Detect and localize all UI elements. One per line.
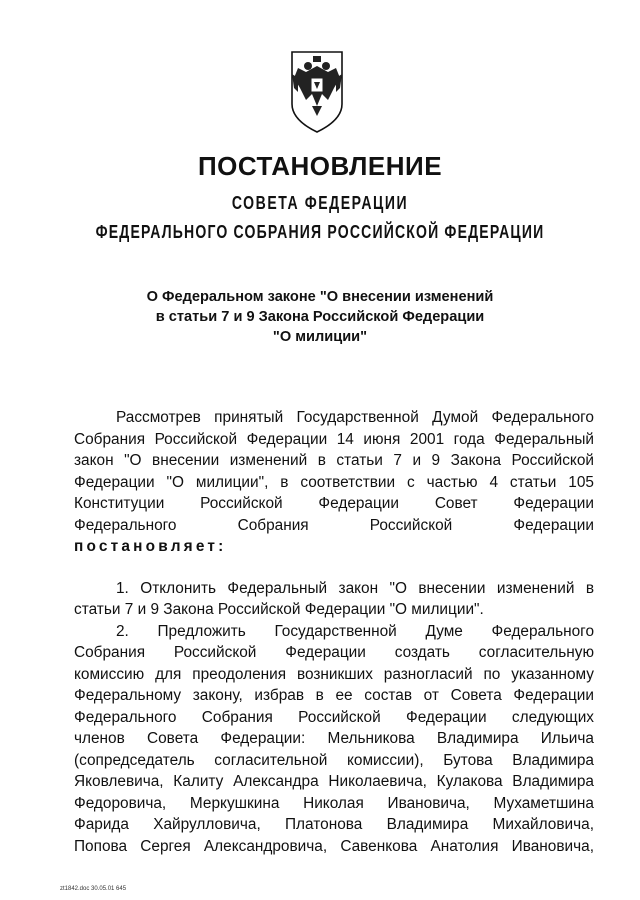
item-2-line: (сопредседатель согласительной комиссии), Бутова Владимира [74,751,594,769]
subject-line: в статьи 7 и 9 Закона Российской Федерации [155,309,485,325]
issuer-line-1: СОВЕТА ФЕДЕРАЦИИ [231,193,409,213]
resolves-word: постановляет: [74,538,227,555]
item-2-line: Собрания Российской Федерации создать согласительную [74,644,594,661]
file-reference-footer: zt1842.doc 30.05.01 645 [60,886,127,892]
preamble-line: Собрания Российской Федерации 14 июня 2001 года Федеральный [74,430,594,448]
item-1-line: 1. Отклонить Федеральный закон "О внесении изменений в [116,579,594,597]
preamble-line: Конституции Российской Федерации Совет Федерации [74,495,594,512]
coat-of-arms-emblem-icon [284,44,350,134]
item-2-line: комиссию для преодоления возникших разногласий по указанному [74,665,594,683]
preamble-line: Федерального Собрания Российской Федерации [74,516,594,534]
item-2-line: Федоровича, Меркушкина Николая Ивановича, Мухаметшина [74,794,594,812]
item-2-line: Федерального Собрания Российской Федерации следующих [74,708,594,726]
subject-heading [0,287,640,347]
subject-line: О Федеральном законе "О внесении изменений [146,289,494,305]
preamble-line: Федерации "О милиции", в соответствии с частью 4 статьи 105 [74,473,594,491]
item-2-line: 2. Предложить Государственной Думе Федерального [116,622,594,640]
item-2-line: Попова Сергея Александровича, Савенкова Анатолия Ивановича, [74,837,594,855]
preamble-line: Рассмотрев принятый Государственной Думой Федерального [116,409,594,426]
preamble-line: закон "О внесении изменений в статьи 7 и 9 Закона Российской [74,452,594,469]
item-2-line: Яковлевича, Калиту Александра Николаевича, Кулакова Владимира [74,773,594,790]
item-1-line: статьи 7 и 9 Закона Российской Федерации "О милиции". [74,601,484,618]
item-2-line: членов Совета Федерации: Мельникова Владимира Ильича [74,730,594,747]
document-body [74,407,594,857]
item-2-line: Фарида Хайрулловича, Платонова Владимира Михайловича, [74,816,594,833]
subject-line: "О милиции" [272,329,368,345]
document-type-title: ПОСТАНОВЛЕНИЕ [197,151,443,181]
item-2-line: Федеральному закону, избрав в ее состав от Совета Федерации [74,687,594,704]
issuer-line-2: ФЕДЕРАЛЬНОГО СОБРАНИЯ РОССИЙСКОЙ ФЕДЕРАЦИИ [95,222,545,242]
